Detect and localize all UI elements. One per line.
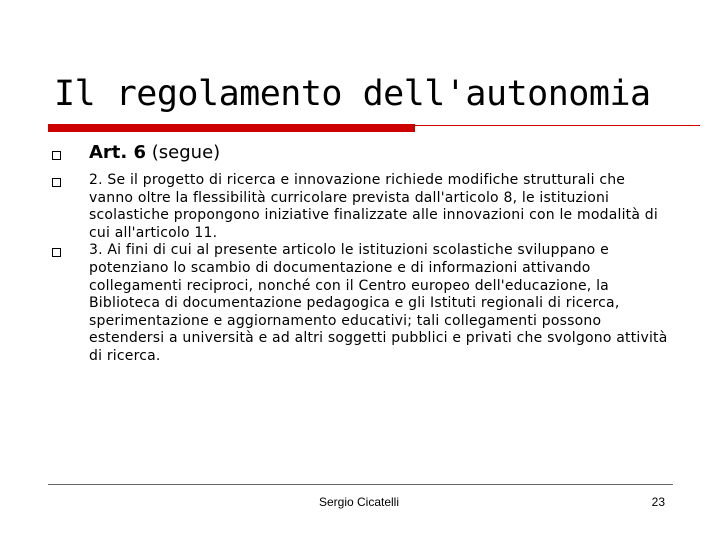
hollow-square-icon bbox=[52, 151, 61, 160]
bullet-list bbox=[52, 140, 672, 366]
slide-title: Il regolamento dell'autonomia bbox=[54, 74, 651, 114]
bullet-item-paragraph-2 bbox=[52, 172, 672, 242]
bullet-item-heading bbox=[52, 140, 672, 166]
hollow-square-icon bbox=[52, 248, 61, 257]
footer-divider bbox=[48, 484, 673, 485]
paragraph-3-text: 3. Ai fini di cui al presente articolo le istituzioni scolastiche sviluppano e potenziano lo scambio di documentazione e di informazioni attivando collegamenti reciproci, nonché con il Centro europeo dell'educazione, la Biblioteca di documentazione pedagogica e gli Istituti regionali di ricerca, sperimentazione e aggiornamento educativi; tali collegamenti possono estendersi a università e ad altri soggetti pubblici e privati che svolgono attività di ricerca. bbox=[89, 242, 668, 364]
paragraph-2-text: 2. Se il progetto di ricerca e innovazione richiede modifiche strutturali che vanno oltre la flessibilità curricolare prevista dall'articolo 8, le istituzioni scolastiche propongono iniziative finalizzate alle innovazioni con le modalità di cui all'articolo 11. bbox=[89, 172, 658, 241]
page-number: 23 bbox=[651, 495, 665, 509]
footer-author: Sergio Cicatelli bbox=[318, 495, 400, 509]
hollow-square-icon bbox=[52, 178, 61, 187]
article-label: Art. 6 bbox=[89, 142, 147, 163]
bullet-item-paragraph-3 bbox=[52, 242, 672, 365]
article-note: (segue) bbox=[146, 142, 221, 163]
title-accent-bar bbox=[48, 124, 415, 132]
